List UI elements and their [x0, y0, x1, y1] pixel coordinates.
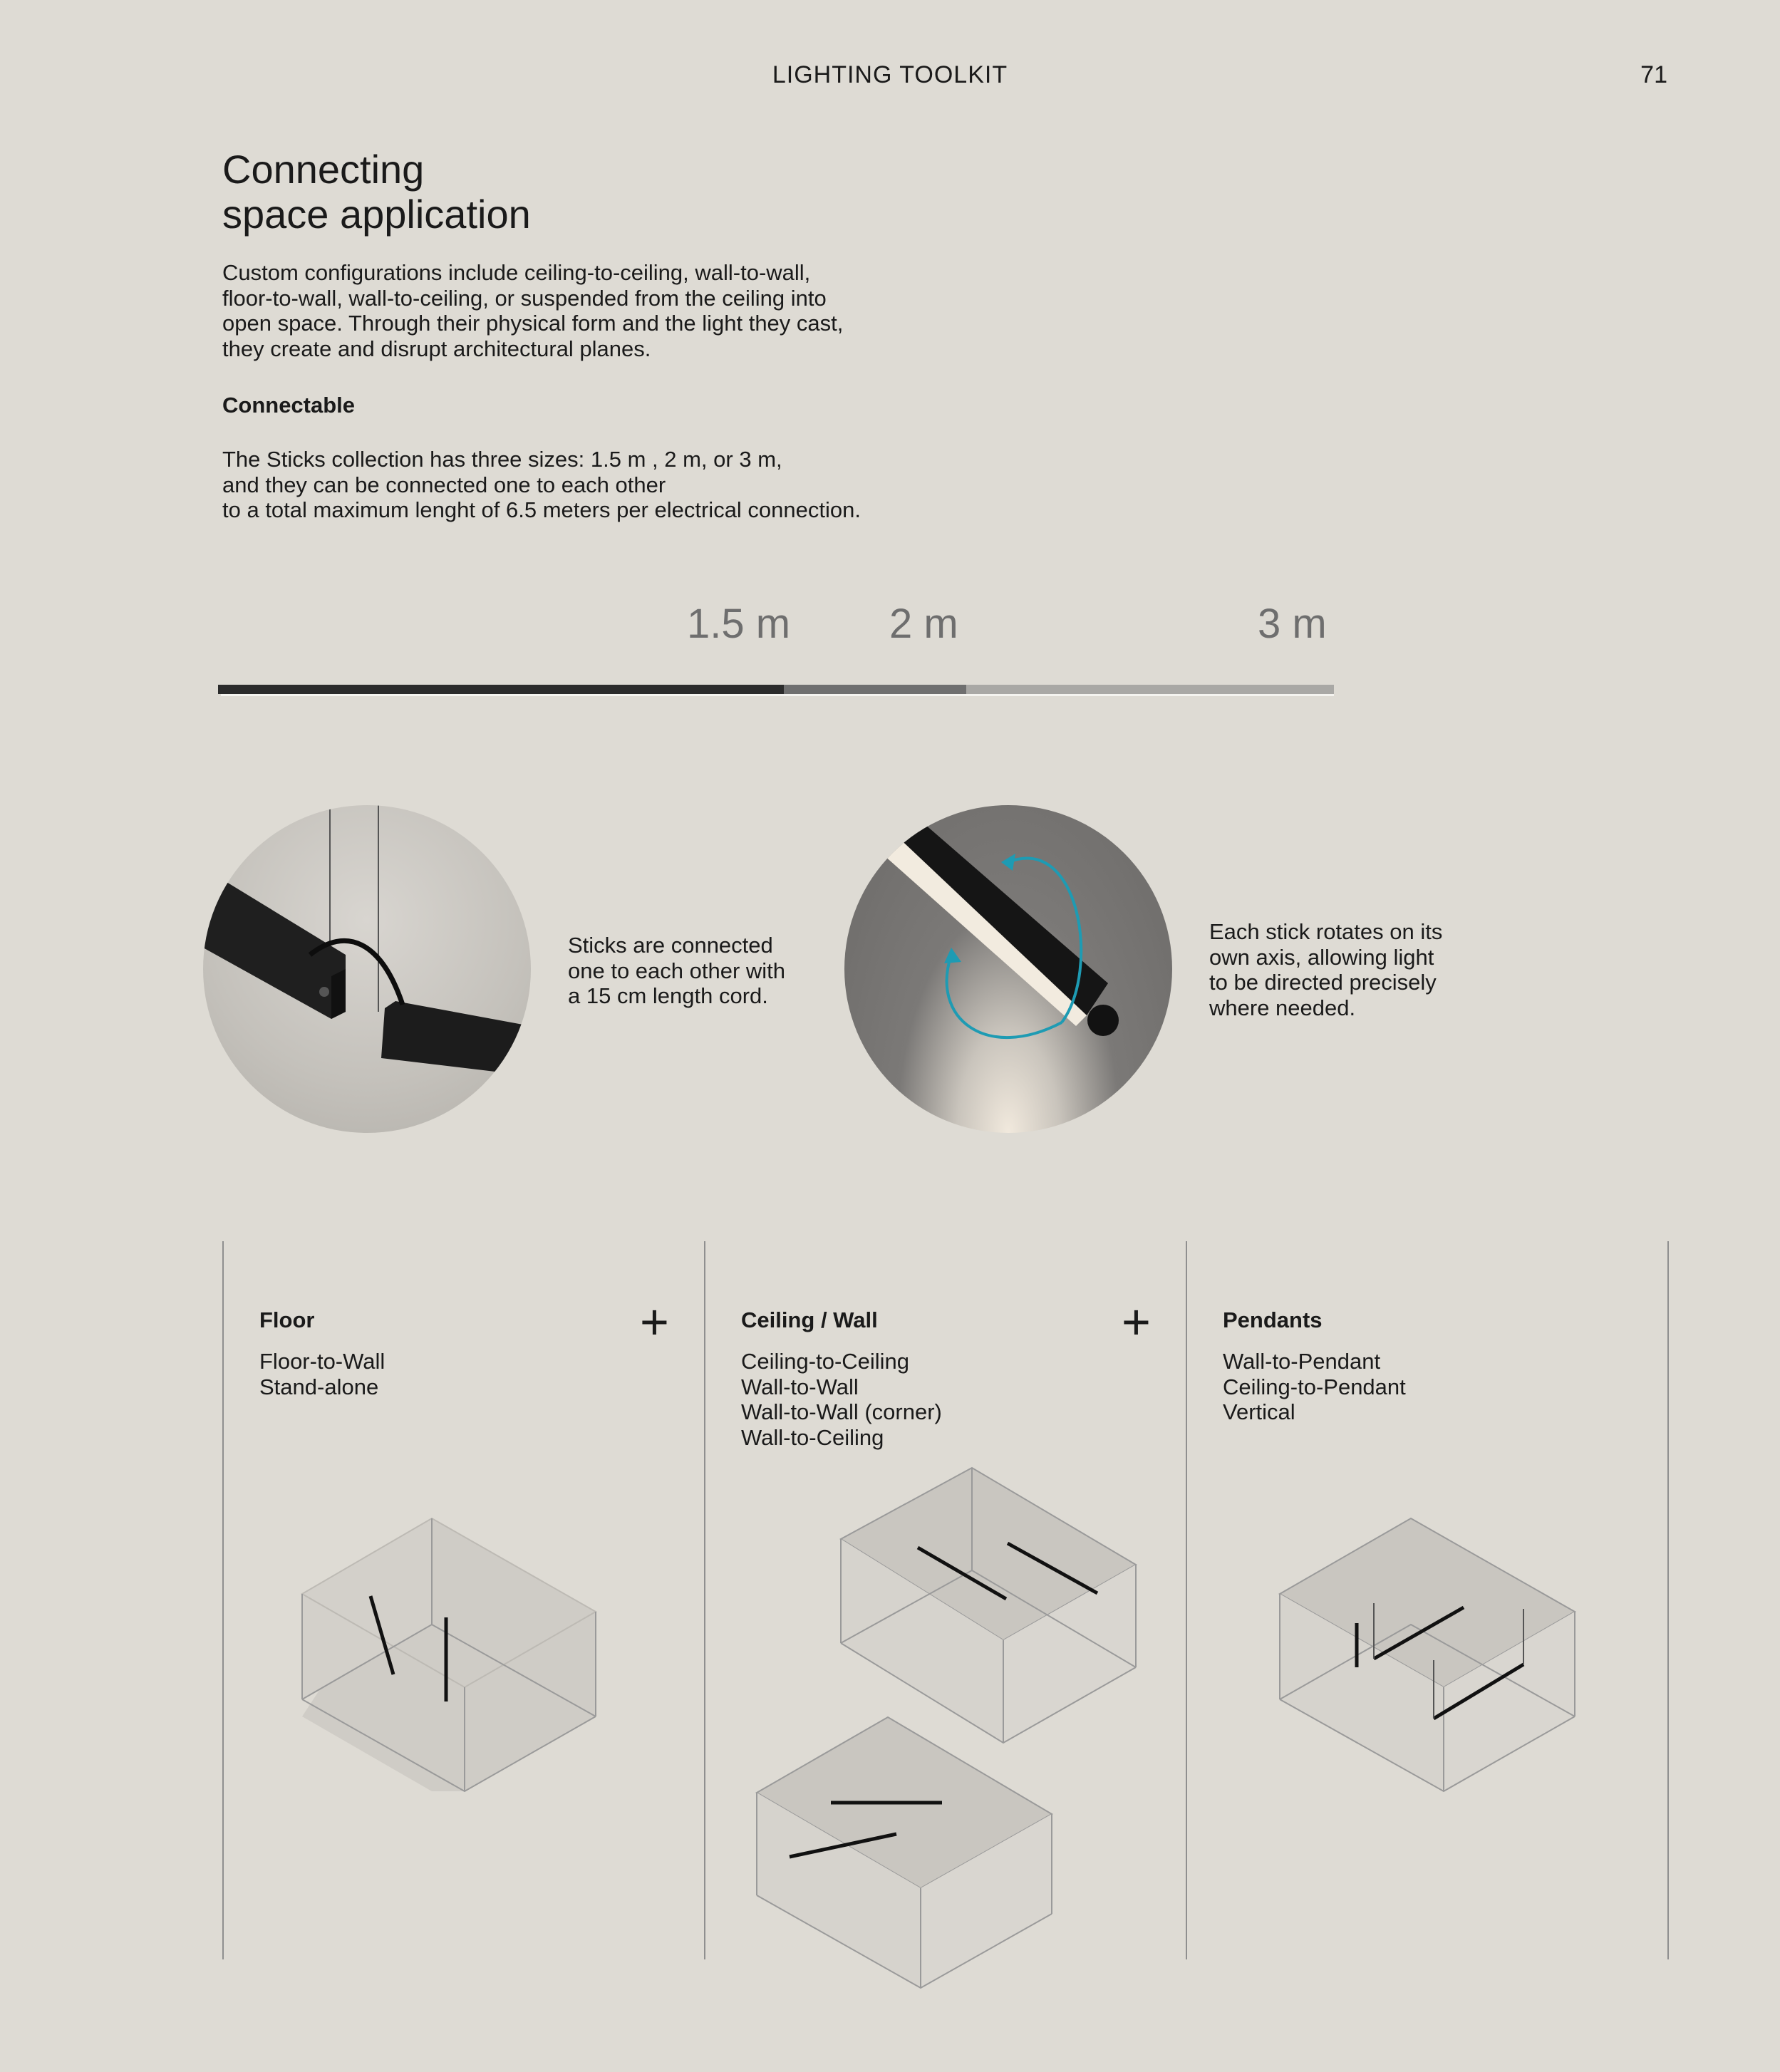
- connection-caption-line: Sticks are connected: [568, 933, 773, 958]
- ceiling-wall-column-title: Ceiling / Wall: [741, 1307, 878, 1332]
- connectable-line: and they can be connected one to each other: [222, 472, 666, 497]
- rotation-caption-line: Each stick rotates on its: [1209, 919, 1443, 944]
- plus-icon: +: [1122, 1294, 1151, 1350]
- intro-line: open space. Through their physical form and the light they cast,: [222, 311, 844, 336]
- connection-caption-line: one to each other with: [568, 958, 786, 983]
- pendants-column-title: Pendants: [1223, 1307, 1323, 1332]
- list-item: Ceiling-to-Pendant: [1223, 1374, 1406, 1399]
- list-item: Wall-to-Pendant: [1223, 1349, 1381, 1374]
- list-item: Wall-to-Ceiling: [741, 1424, 884, 1450]
- size-label-1-5m: 1.5 m: [687, 601, 791, 647]
- rotation-caption-line: own axis, allowing light: [1209, 944, 1434, 970]
- title-line-1: Connecting: [222, 147, 425, 192]
- list-item: Stand-alone: [259, 1374, 379, 1399]
- list-item: Vertical: [1223, 1399, 1295, 1424]
- list-item: Ceiling-to-Ceiling: [741, 1349, 910, 1374]
- connectable-heading: Connectable: [222, 393, 356, 418]
- connectable-line: to a total maximum lenght of 6.5 meters per electrical connection.: [222, 497, 861, 522]
- list-item: Wall-to-Wall: [741, 1374, 859, 1399]
- rotation-caption-line: to be directed precisely: [1209, 970, 1437, 995]
- page-number: 71: [1640, 61, 1667, 88]
- floor-box-diagram: [302, 1518, 596, 1791]
- connectable-line: The Sticks collection has three sizes: 1.5 m , 2 m, or 3 m,: [222, 447, 782, 472]
- list-item: Floor-to-Wall: [259, 1349, 386, 1374]
- intro-line: Custom configurations include ceiling-to-ceiling, wall-to-wall,: [222, 260, 811, 285]
- pendant-box-diagram: [1280, 1518, 1575, 1791]
- rotation-caption-line: where needed.: [1209, 995, 1356, 1020]
- title-line-2: space application: [222, 192, 531, 237]
- intro-line: floor-to-wall, wall-to-ceiling, or suspended from the ceiling into: [222, 285, 827, 311]
- wall-box-diagram: [757, 1717, 1052, 1988]
- size-label-2m: 2 m: [889, 601, 958, 647]
- plus-icon: +: [640, 1294, 669, 1350]
- size-label-3m: 3 m: [1258, 601, 1327, 647]
- ceiling-box-diagram: [841, 1468, 1136, 1743]
- intro-line: they create and disrupt architectural planes.: [222, 336, 651, 361]
- floor-column-title: Floor: [259, 1307, 315, 1332]
- list-item: Wall-to-Wall (corner): [741, 1399, 942, 1424]
- header-title: LIGHTING TOOLKIT: [772, 61, 1008, 88]
- connection-caption-line: a 15 cm length cord.: [568, 983, 768, 1008]
